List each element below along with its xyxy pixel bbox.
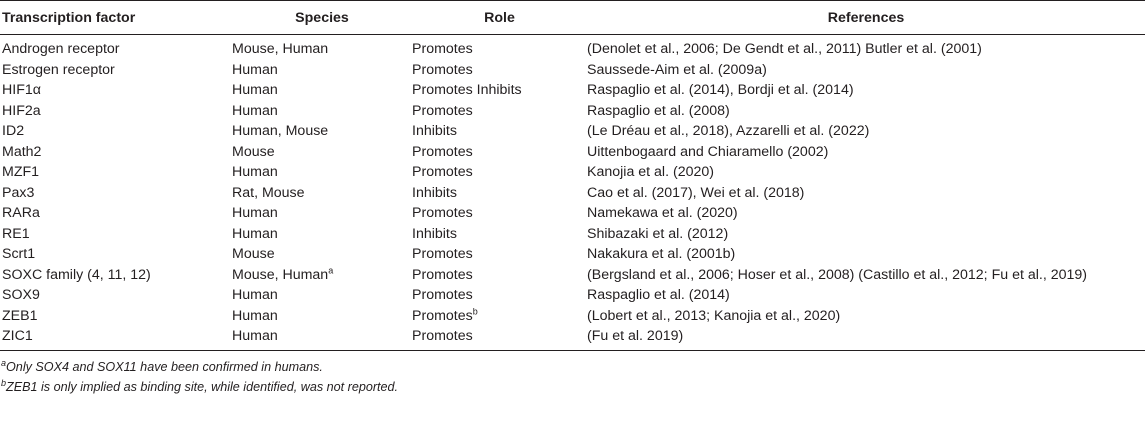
cell-references [587,203,1145,224]
cell-role-text: Promotes [412,143,473,160]
cell-species-text: Human [232,102,278,119]
cell-references-text: Nakakura et al. (2001b) [587,246,736,262]
cell-species [232,326,412,350]
cell-factor-text: HIF2a [2,102,41,119]
cell-references [587,101,1145,122]
table-row [0,244,1145,265]
cell-species [232,265,412,286]
cell-factor-text: RARa [2,205,40,221]
cell-references [587,142,1145,163]
cell-species [232,183,412,204]
cell-references-text: Raspaglio et al. (2008) [587,102,730,119]
cell-factor [0,326,232,350]
cell-factor [0,121,232,142]
header-role: Role [412,1,587,35]
cell-role [412,224,587,245]
table-row [0,121,1145,142]
footnote [0,357,1145,377]
table-row [0,35,1145,60]
cell-factor [0,142,232,163]
cell-factor [0,183,232,204]
cell-references-text: (Denolet et al., 2006; De Gendt et al., 2011) Butler et al. (2001) [587,41,982,57]
header-references: References [587,1,1145,35]
cell-role [412,203,587,224]
footnote-mark: b [1,377,7,388]
cell-role [412,326,587,350]
cell-species [232,162,412,183]
cell-factor [0,35,232,60]
cell-species-text: Human, Mouse [232,123,329,139]
table-row [0,183,1145,204]
cell-references-text: (Lobert et al., 2013; Kanojia et al., 2020) [587,307,841,324]
footnote-mark: a [1,357,7,368]
cell-role [412,121,587,142]
cell-role [412,183,587,204]
cell-species-text: Rat, Mouse [232,184,305,201]
cell-role [412,285,587,306]
cell-role-text: Promotes [412,205,473,221]
cell-species [232,306,412,327]
cell-role-text: Inhibits [412,123,457,139]
cell-references [587,162,1145,183]
table-body [0,35,1145,351]
cell-role [412,162,587,183]
cell-species [232,121,412,142]
table-row [0,224,1145,245]
cell-references-text: Shibazaki et al. (2012) [587,225,729,242]
cell-role-text: Promotes [412,246,473,262]
cell-references-text: (Bergsland et al., 2006; Hoser et al., 2008) (Castillo et al., 2012; Fu et al., 2019) [587,266,1087,283]
cell-factor-text: MZF1 [2,164,40,180]
cell-role-text: Promotes [412,164,473,180]
cell-role-text: Promotes [412,266,473,283]
cell-references-text: Raspaglio et al. (2014) [587,287,730,303]
cell-species [232,80,412,101]
footnote-text: ZEB1 is only implied as binding site, while identified, was not reported. [6,379,399,394]
cell-species [232,203,412,224]
cell-references [587,285,1145,306]
cell-role-text: Promotes [412,102,473,119]
cell-factor [0,101,232,122]
cell-species-text: Mouse, Human [232,266,329,283]
cell-species [232,285,412,306]
cell-factor-text: Pax3 [2,184,35,201]
footnote-marker: a [328,264,334,275]
cell-role [412,35,587,60]
cell-role [412,244,587,265]
cell-species [232,142,412,163]
cell-factor-text: RE1 [2,225,30,242]
table-row [0,285,1145,306]
cell-factor-text: Androgen receptor [2,41,120,57]
footnote [0,377,1145,397]
cell-species [232,224,412,245]
cell-species-text: Human [232,61,278,78]
cell-species-text: Human [232,328,278,344]
table-row [0,306,1145,327]
cell-role [412,306,587,327]
cell-factor-text: SOX9 [2,287,40,303]
cell-factor [0,224,232,245]
cell-factor [0,203,232,224]
cell-species-text: Human [232,205,278,221]
table-row [0,203,1145,224]
cell-species-text: Human [232,287,278,303]
cell-species-text: Mouse, Human [232,41,329,57]
cell-references-text: Kanojia et al. (2020) [587,164,714,180]
cell-references-text: Raspaglio et al. (2014), Bordji et al. (2014) [587,82,854,98]
cell-role [412,80,587,101]
cell-role-text: Promotes [412,307,473,324]
cell-references [587,265,1145,286]
cell-species-text: Human [232,164,278,180]
table-row [0,265,1145,286]
cell-references [587,80,1145,101]
table-row [0,101,1145,122]
cell-role-text: Promotes [412,41,473,57]
cell-species [232,101,412,122]
cell-factor [0,162,232,183]
cell-factor [0,244,232,265]
cell-references [587,121,1145,142]
cell-factor [0,285,232,306]
header-transcription-factor: Transcription factor [0,1,232,35]
cell-factor-text: Math2 [2,143,42,160]
cell-role-text: Promotes Inhibits [412,82,522,98]
cell-species-text: Mouse [232,246,275,262]
cell-role-text: Promotes [412,328,473,344]
cell-role [412,60,587,81]
cell-references [587,306,1145,327]
cell-references-text: Cao et al. (2017), Wei et al. (2018) [587,184,805,201]
cell-factor-text: ZIC1 [2,328,33,344]
cell-references-text: Uittenbogaard and Chiaramello (2002) [587,143,829,160]
footnote-text: Only SOX4 and SOX11 have been confirmed in humans. [6,359,323,374]
table-row [0,326,1145,350]
cell-references-text: (Le Dréau et al., 2018), Azzarelli et al. (2022) [587,123,870,139]
cell-factor [0,80,232,101]
cell-references [587,224,1145,245]
table-row [0,80,1145,101]
cell-references-text: Namekawa et al. (2020) [587,205,738,221]
table-row [0,162,1145,183]
cell-factor-text: HIF1α [2,82,41,98]
table-row [0,60,1145,81]
cell-role-text: Inhibits [412,225,457,242]
cell-factor-text: Scrt1 [2,246,36,262]
table-row [0,142,1145,163]
footnote-marker: b [472,305,478,316]
cell-species-text: Human [232,307,278,324]
cell-species [232,244,412,265]
cell-references [587,60,1145,81]
cell-factor-text: ID2 [2,123,25,139]
cell-species-text: Human [232,225,278,242]
cell-species [232,35,412,60]
cell-role-text: Promotes [412,61,473,78]
cell-species-text: Human [232,82,278,98]
cell-references-text: Saussede-Aim et al. (2009a) [587,61,767,78]
cell-role-text: Promotes [412,287,473,303]
cell-species-text: Mouse [232,143,275,160]
cell-factor-text: SOXC family (4, 11, 12) [2,266,151,283]
cell-role [412,101,587,122]
footnotes [0,357,1145,397]
cell-factor-text: ZEB1 [2,307,38,324]
header-species: Species [232,1,412,35]
cell-references [587,35,1145,60]
cell-references [587,326,1145,350]
cell-factor [0,306,232,327]
cell-factor [0,265,232,286]
cell-references-text: (Fu et al. 2019) [587,328,684,344]
cell-factor-text: Estrogen receptor [2,61,115,78]
header-row [0,1,1145,35]
cell-species [232,60,412,81]
cell-references [587,244,1145,265]
cell-role [412,142,587,163]
cell-factor [0,60,232,81]
cell-role [412,265,587,286]
cell-role-text: Inhibits [412,184,457,201]
cell-references [587,183,1145,204]
